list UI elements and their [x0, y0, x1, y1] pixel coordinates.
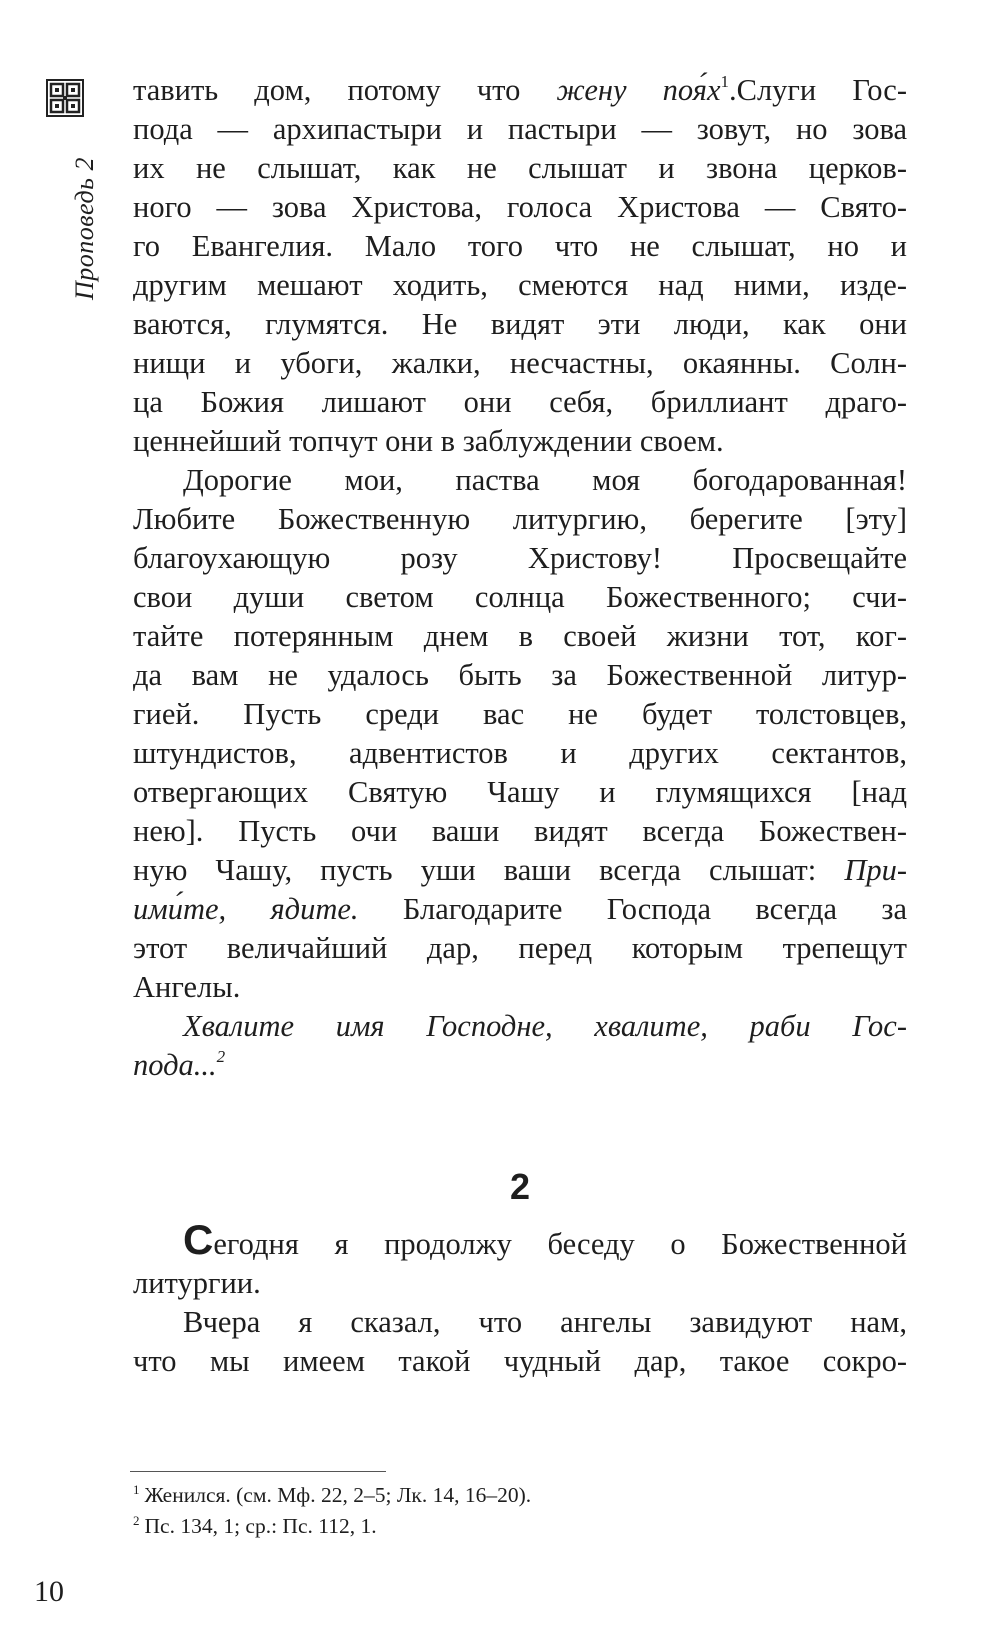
- footnote-divider: [130, 1471, 386, 1472]
- ornament-square-icon: [46, 79, 84, 117]
- text-line: нищи и убоги, жалки, несчастны, окаянны. Солн-: [133, 346, 907, 380]
- text-line: штундистов, адвентистов и других сектантов,: [133, 736, 907, 770]
- text-line: ваются, глумятся. Не видят эти люди, как они: [133, 307, 907, 341]
- text-line: литургии.: [133, 1266, 261, 1300]
- text-line: нею]. Пусть очи ваши видят всегда Божествен-: [133, 814, 907, 848]
- text-line: го Евангелия. Мало того что не слышат, но и: [133, 229, 907, 263]
- text-line: тайте потерянным днем в своей жизни тот, ког-: [133, 619, 907, 653]
- text-line: ценнейший топчут они в заблуждении своем.: [133, 424, 724, 458]
- text-line: свои души светом солнца Божественного; счи-: [133, 580, 907, 614]
- footnote-1: $^1$ Женился. (см. Мф. 22, 2–5; Лк. 14, 16–20).: [133, 1482, 532, 1507]
- text-line: благоухающую розу Христову! Просвещайте: [133, 541, 907, 575]
- text-line: ими́те, ядите. Благодарите Господа всегда за: [133, 892, 907, 926]
- text-line: Ангелы.: [133, 970, 241, 1004]
- footnote-2: $^2$ Пс. 134, 1; ср.: Пс. 112, 1.: [133, 1513, 377, 1538]
- text-line: Вчера я сказал, что ангелы завидуют нам,: [183, 1305, 907, 1339]
- text-line: Хвалите имя Господне, хвалите, раби Гос-: [183, 1009, 907, 1043]
- footnote-ref-1[interactable]: 1: [720, 72, 729, 91]
- footnotes: [133, 1480, 913, 1542]
- psalm-quote: [133, 1007, 907, 1085]
- text-line: ную Чашу, пусть уши ваши всегда слышат: При-: [133, 853, 907, 887]
- text-line: что мы имеем такой чудный дар, такое сокро-: [133, 1344, 907, 1378]
- second-sermon-paragraph: [133, 1303, 907, 1381]
- text-line: их не слышат, как не слышат и звона церков-: [133, 151, 907, 185]
- text-line: отвергающих Святую Чашу и глумящихся [над: [133, 775, 907, 809]
- text-line: тавить дом, потому что жену $поя́х^1.Слуги$ Гос-: [133, 72, 907, 107]
- running-head: Проповедь 2: [70, 157, 99, 300]
- page-number: 10: [34, 1575, 64, 1608]
- text-line: гией. Пусть среди вас не будет толстовцев,: [133, 697, 907, 731]
- text-line: пода — архипастыри и пастыри — зовут, но зова: [133, 112, 907, 146]
- exhortation-paragraph: [133, 461, 907, 1007]
- text-line: этот величайший дар, перед которым трепещут: [133, 931, 907, 965]
- text-line: другим мешают ходить, смеются над ними, изде-: [133, 268, 907, 302]
- text-line: ца Божия лишают они себя, бриллиант драго-: [133, 385, 907, 419]
- text-line: Дорогие мои, паства моя богодарованная!: [183, 463, 907, 497]
- text-line: Сегодня я продолжу беседу о Божественной: [183, 1216, 907, 1263]
- text-line: ного — зова Христова, голоса Христова — Свято-: [133, 190, 907, 224]
- second-sermon-opening: [133, 1216, 907, 1303]
- footnote-ref-2[interactable]: 2: [216, 1047, 226, 1066]
- drop-cap: С: [183, 1216, 214, 1263]
- section-heading: 2: [509, 1166, 531, 1207]
- continuation-paragraph: [133, 71, 907, 461]
- text-line: да вам не удалось быть за Божественной литур-: [133, 658, 907, 692]
- text-line: пода...$^2$: [133, 1047, 226, 1082]
- text-line: Любите Божественную литургию, берегите [эту]: [133, 502, 907, 536]
